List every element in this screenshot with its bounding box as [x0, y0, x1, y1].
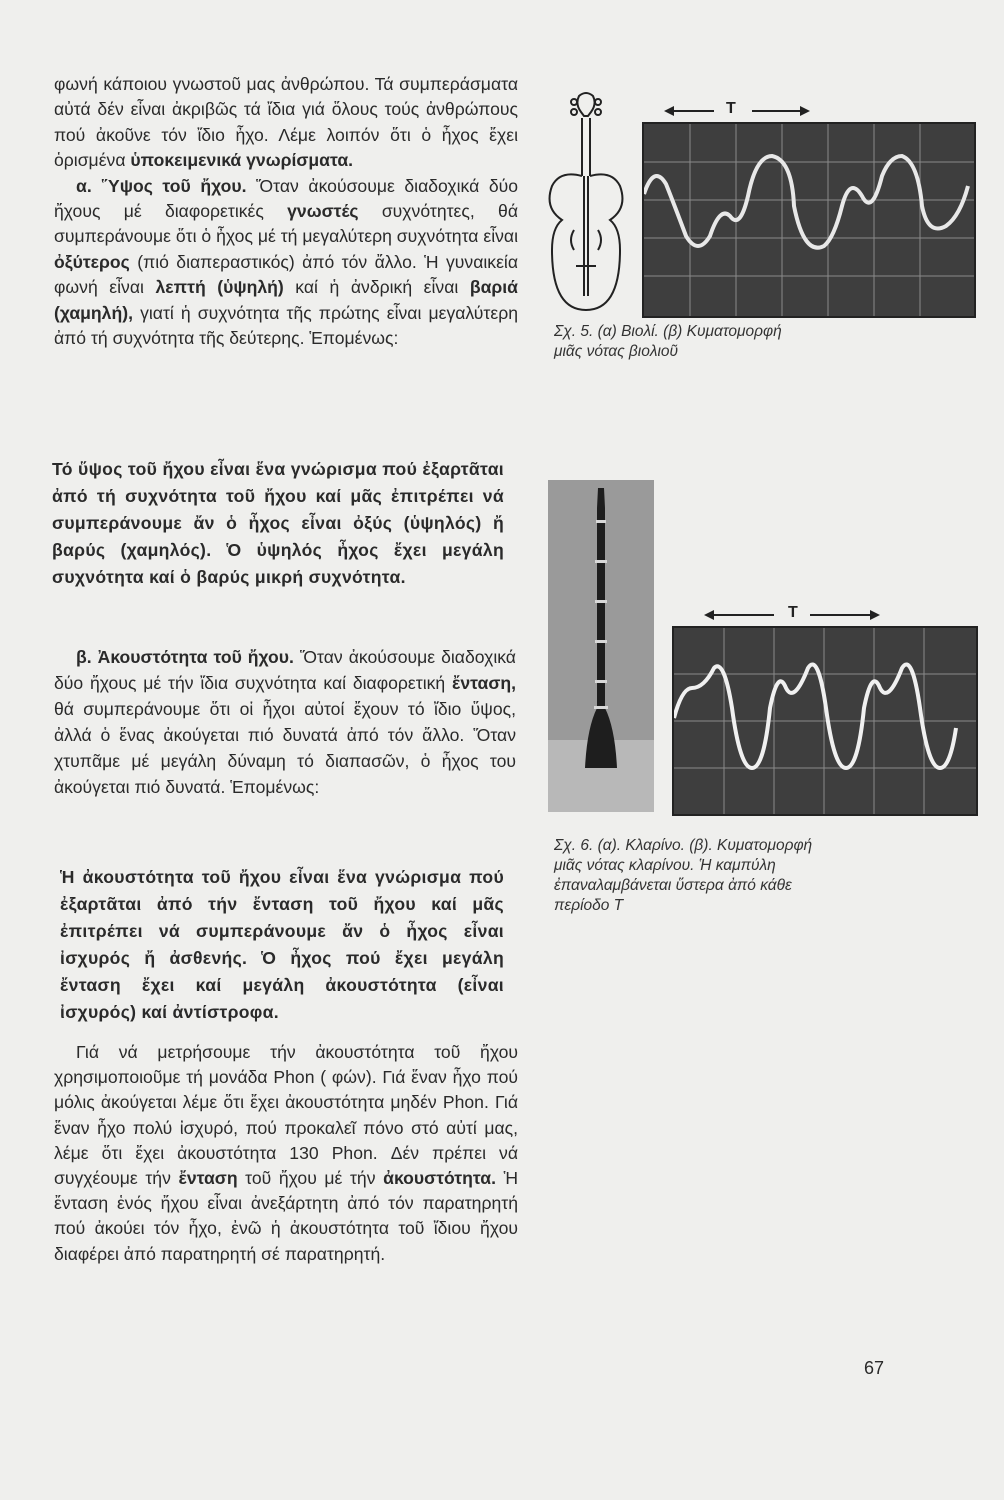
loudness-definition: Ἡ ἀκουστότητα τοῦ ἤχου εἶναι ἕνα γνώρισμα πού ἐξαρτᾶται ἀπό τήν ἔνταση τοῦ ἤχου καί μᾶς ἐπιτρέπει νά συμπεράνουμε ἄν ὁ ἦχος εἶναι ἰσχυρός ἤ ἀσθενής. Ὁ ἦχος πού ἔχει μεγάλη ἔνταση ἔχει καί μεγάλη ἀκουστότητα (εἶναι ἰσχυρός) καί ἀντίστροφα. — [60, 867, 504, 1022]
phon-text-c: Ἡ ἔνταση ἑνός ἤχου εἶναι ἀνεξάρτητη ἀπό τόν παρατηρητή πού ἀκούει τόν ἦχο, ἐνῶ ἡ ἀκουστότητα τοῦ ἴδιου ἤχου διαφέρει ἀπό παρατηρητή σέ παρατηρητή. — [54, 1168, 518, 1264]
fig6-period-label: T — [788, 604, 798, 621]
clarinet-waveform — [674, 628, 976, 814]
pitch-bold-4: βαριά (χαμηλή), — [54, 277, 519, 323]
fig6-caption-line3: ἐπαναλαμβάνεται ὕστερα ἀπό κάθε — [554, 877, 792, 894]
text-column — [54, 72, 518, 351]
fig6-caption-line1: Σχ. 6. (α). Κλαρίνο. (β). Κυματομορφή — [554, 837, 813, 854]
fig5-period-label: T — [726, 100, 736, 117]
fig6-period-arrows — [704, 608, 880, 622]
fig5-caption-line1: Σχ. 5. (α) Βιολί. (β) Κυματομορφή — [554, 323, 782, 340]
fig5-period-arrows — [664, 104, 810, 118]
phon-text-b: τοῦ ἤχου μέ τήν — [245, 1168, 376, 1189]
intro-bold: ὑποκειμενικά γνωρίσματα. — [130, 150, 354, 171]
fig5-caption-line2: μιᾶς νότας βιολιοῦ — [554, 343, 679, 360]
loudness-text-a: Ὅταν ἀκούσουμε διαδοχικά δύο ἤχους μέ τήν ἴδια συχνότητα καί διαφορετική — [54, 647, 516, 693]
violin-waveform-display — [642, 122, 976, 318]
loudness-section — [54, 644, 516, 800]
fig6-caption-line2: μιᾶς νότας κλαρίνου. Ἡ καμπύλη — [554, 857, 776, 874]
pitch-bold-2: ὀξύτερος — [54, 251, 130, 272]
intro-text: φωνή κάποιου γνωστοῦ μας ἀνθρώπου. Τά συμπεράσματα αὐτά δέν εἶναι ἀκριβῶς τά ἴδια γιά ὅλους τούς ἀνθρώπους πού ἀκοῦνε τόν ἴδιο ἦχο. Λέμε λοιπόν ὅτι ὁ ἦχος ἔχει ὁρισμένα — [54, 74, 518, 171]
clarinet-photo — [548, 480, 654, 812]
phon-section — [54, 1040, 518, 1267]
paragraph-intro — [54, 72, 518, 174]
paragraph-phon — [54, 1040, 518, 1267]
pitch-bold-3: λεπτή (ὑψηλή) — [155, 277, 284, 298]
pitch-text-c: (πιό διαπεραστικός) ἀπό τόν ἄλλο. Ἡ γυναικεία φωνή εἶναι — [54, 251, 519, 298]
pitch-bold-1: γνωστές — [287, 201, 359, 222]
page-number: 67 — [863, 1358, 884, 1378]
loudness-bold-1: ἔνταση, — [452, 673, 517, 693]
fig6-caption-line4: περίοδο T — [554, 897, 624, 914]
fig6-caption — [554, 836, 954, 916]
fig5-caption — [554, 322, 954, 362]
pitch-text-d: καί ἡ ἀνδρική εἶναι — [295, 277, 459, 298]
pitch-text-e: γιατί ἡ συχνότητα τῆς πρώτης εἶναι μεγαλύτερη ἀπό τή συχνότητα τῆς δεύτερης. Ἑπομένως: — [54, 302, 518, 349]
pitch-heading: α. Ὕψος τοῦ ἤχου. — [76, 175, 247, 196]
paragraph-pitch — [54, 174, 518, 352]
violin-illustration — [536, 90, 636, 320]
clarinet-waveform-display — [672, 626, 978, 816]
loudness-text-b: θά συμπεράνουμε ὅτι οἱ ἦχοι αὐτοί ἔχουν τό ἴδιο ὕψος, ἀλλά ὁ ἕνας ἀκούγεται πιό δυνατά ἀπό τόν ἄλλο. Ὅταν χτυπᾶμε μέ μεγάλη δύναμη τό διαπασῶν, ὁ ἦχος του ἀκούγεται πιό δυνατά. Ἑπομένως: — [54, 699, 516, 797]
loudness-heading: β. Ἀκουστότητα τοῦ ἤχου. — [76, 647, 294, 667]
pitch-definition-box — [52, 456, 504, 591]
clarinet-illustration — [548, 480, 654, 812]
loudness-definition-box — [60, 864, 504, 1026]
pitch-text-b: συχνότητες, θά συμπεράνουμε ὅτι ὁ ἦχος μέ τή μεγαλύτερη συχνότητα εἶναι — [54, 201, 518, 247]
pitch-text-a: Ὅταν ἀκούσουμε διαδοχικά δύο ἤχους μέ διαφορετικές — [54, 175, 519, 222]
paragraph-loudness — [54, 644, 516, 800]
violin-waveform — [644, 124, 974, 316]
phon-bold-2: ἀκουστότητα. — [383, 1168, 496, 1189]
phon-text-a: Γιά νά μετρήσουμε τήν ἀκουστότητα τοῦ ἤχου χρησιμοποιοῦμε τή μονάδα Phon ( φών). Γιά ἕναν ἦχο πού μόλις ἀκούγεται λέμε ὅτι ἔχει ἀκουστότητα μηδέν Phon. Γιά ἕναν ἦχο πολύ ἰσχυρό, πού προκαλεῖ πόνο στό αὐτί μας, λέμε ὅτι ἔχει ἀκουστότητα 130 Phon. Δέν πρέπει νά συγχέουμε τήν — [54, 1042, 518, 1189]
pitch-definition: Τό ὕψος τοῦ ἤχου εἶναι ἕνα γνώρισμα πού ἐξαρτᾶται ἀπό τή συχνότητα τοῦ ἤχου καί μᾶς ἐπιτρέπει νά συμπεράνουμε ἄν ὁ ἦχος εἶναι ὀξύς (ὑψηλός) ἤ βαρύς (χαμηλός). Ὁ ὑψηλός ἦχος ἔχει μεγάλη συχνότητα καί ὁ βαρύς μικρή συχνότητα. — [52, 459, 504, 587]
phon-bold-1: ἔνταση — [178, 1168, 238, 1189]
